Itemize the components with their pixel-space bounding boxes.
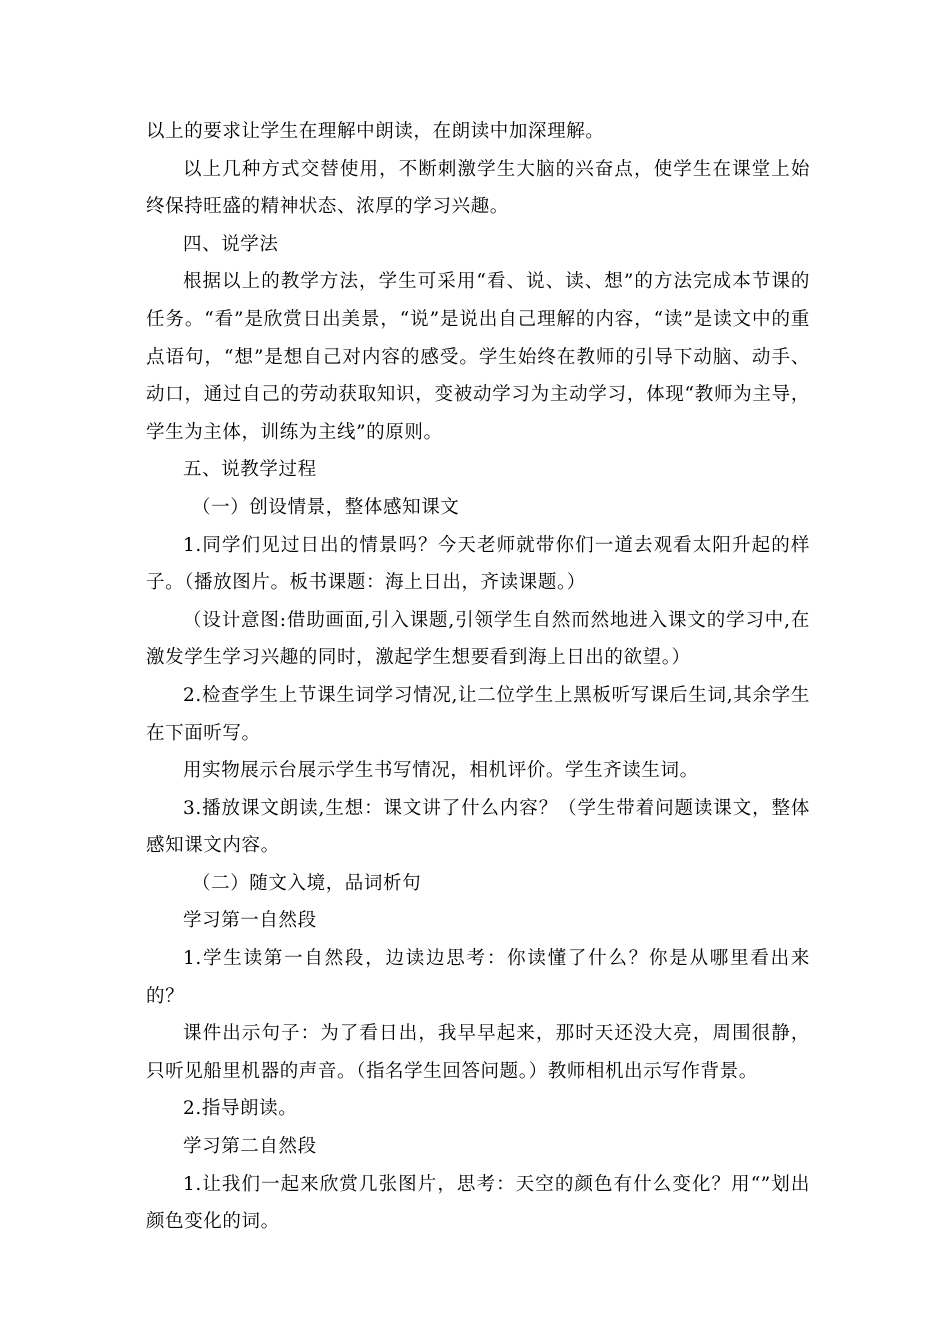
paragraph-4: 1.同学们见过日出的情景吗？今天老师就带你们一道去观看太阳升起的样子。（播放图片。板书课题：海上日出，齐读课题。）: [146, 534, 810, 594]
paragraph-1: 以上的要求让学生在理解中朗读，在朗读中加深理解。: [146, 121, 605, 142]
paragraph-6: 用实物展示台展示学生书写情况，相机评价。学生齐读生词。: [183, 760, 699, 782]
section-heading-5: 五、说教学过程: [183, 459, 317, 481]
subsection-heading-1: （一）创设情景，整体感知课文: [192, 496, 460, 518]
paragraph-11: 1.让我们一起来欣赏几张图片，思考：天空的颜色有什么变化？用“”划出颜色变化的词。: [146, 1173, 810, 1233]
paragraph-5: 2.检查学生上节课生词学习情况,让二位学生上黑板听写课后生词,其余学生在下面听写。: [146, 684, 810, 744]
section-heading-4: 四、说学法: [183, 233, 279, 255]
document-page: [146, 113, 810, 1241]
design-intent-note: （设计意图:借助画面,引入课题,引领学生自然而然地进入课文的学习中,在激发学生学习兴趣的同时，激起学生想要看到海上日出的欲望。）: [146, 609, 810, 669]
paragraph-10: 2.指导朗读。: [183, 1098, 298, 1120]
learning-heading-1: 学习第一自然段: [183, 910, 317, 932]
learning-heading-2: 学习第二自然段: [183, 1136, 317, 1158]
paragraph-3: 根据以上的教学方法，学生可采用“看、说、读、想”的方法完成本节课的任务。“看”是欣赏日出美景，“说”是说出自己理解的内容，“读”是读文中的重点语句，“想”是想自己对内容的感受。学生始终在教师的引导下动脑、动手、动口，通过自己的劳动获取知识，变被动学习为主动学习，体现“教师为主导，学生为主体，训练为主线”的原则。: [146, 271, 810, 443]
paragraph-9: 课件出示句子：为了看日出，我早早起来，那时天还没大亮，周围很静，只听见船里机器的声音。（指名学生回答问题。）教师相机出示写作背景。: [146, 1023, 810, 1082]
paragraph-8: 1.学生读第一自然段，边读边思考：你读懂了什么？你是从哪里看出来的？: [146, 948, 810, 1007]
paragraph-2: 以上几种方式交替使用，不断刺激学生大脑的兴奋点，使学生在课堂上始终保持旺盛的精神状态、浓厚的学习兴趣。: [146, 158, 810, 218]
paragraph-7: 3.播放课文朗读,生想：课文讲了什么内容？（学生带着问题读课文，整体感知课文内容。: [146, 797, 810, 857]
subsection-heading-2: （二）随文入境，品词析句: [192, 872, 422, 894]
